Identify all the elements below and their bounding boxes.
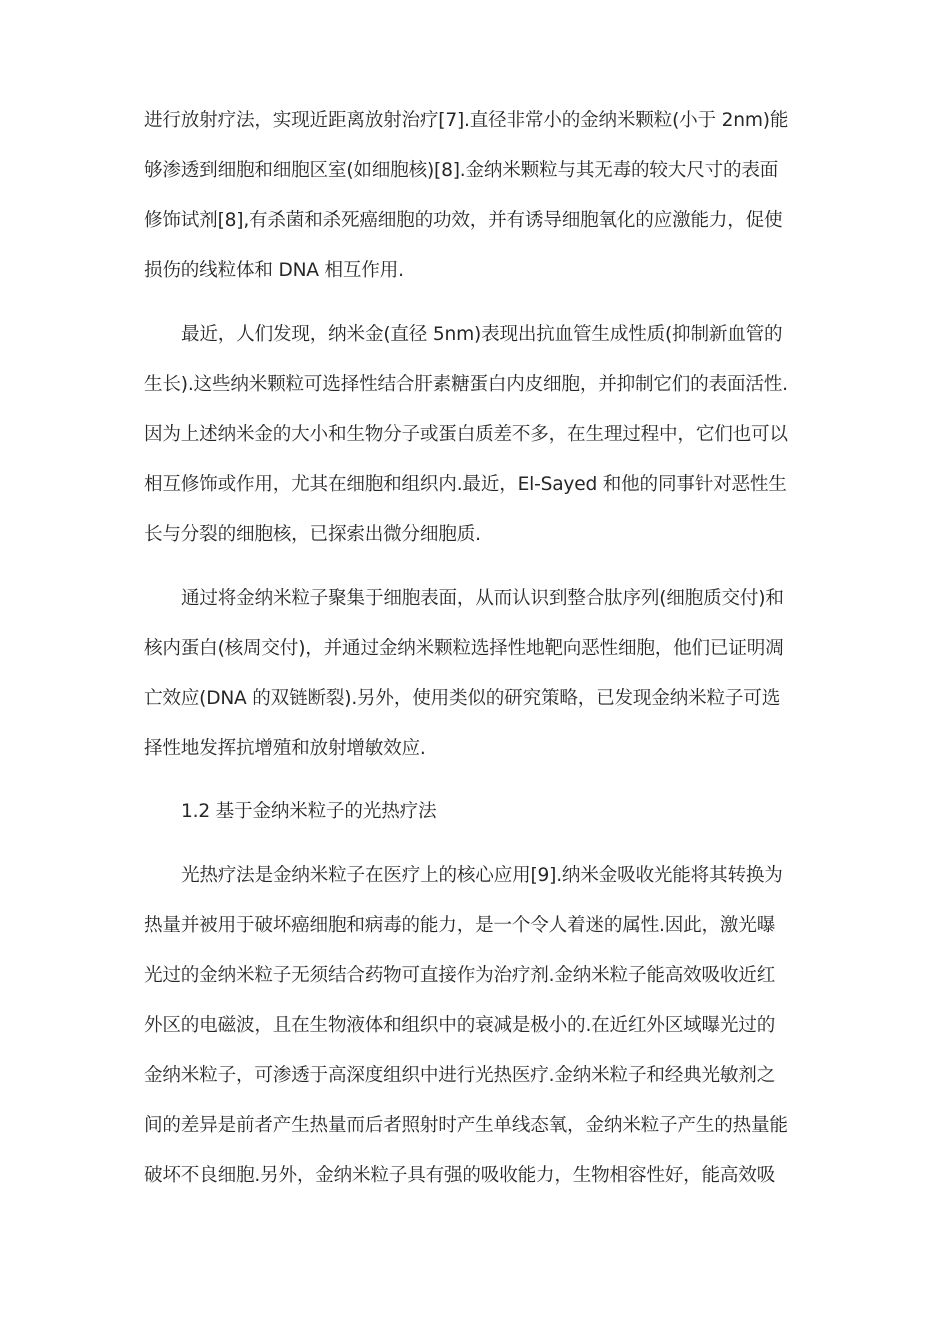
text-line: 相互修饰或作用，尤其在细胞和组织内.最近，El-Sayed 和他的同事针对恶性生 — [144, 474, 787, 495]
text-line: 金纳米粒子，可渗透于高深度组织中进行光热医疗.金纳米粒子和经典光敏剂之 — [144, 1065, 776, 1086]
text-line: 亡效应(DNA 的双链断裂).另外，使用类似的研究策略，已发现金纳米粒子可选 — [144, 688, 781, 709]
text-line: 间的差异是前者产生热量而后者照射时产生单线态氧，金纳米粒子产生的热量能 — [144, 1115, 788, 1136]
section-heading: 1.2 基于金纳米粒子的光热疗法 — [181, 801, 437, 822]
text-line: 进行放射疗法，实现近距离放射治疗[7].直径非常小的金纳米颗粒(小于 2nm)能 — [144, 110, 789, 131]
text-line: 够渗透到细胞和细胞区室(如细胞核)[8].金纳米颗粒与其无毒的较大尺寸的表面 — [144, 160, 779, 181]
text-line: 热量并被用于破坏癌细胞和病毒的能力，是一个令人着迷的属性.因此，激光曝 — [144, 915, 776, 936]
text-line: 核内蛋白(核周交付)，并通过金纳米颗粒选择性地靶向恶性细胞，他们已证明凋 — [144, 638, 784, 659]
text-line: 修饰试剂[8],有杀菌和杀死癌细胞的功效，并有诱导细胞氧化的应激能力，促使 — [144, 210, 783, 231]
text-line: 光过的金纳米粒子无须结合药物可直接作为治疗剂.金纳米粒子能高效吸收近红 — [144, 965, 776, 986]
text-line: 破坏不良细胞.另外，金纳米粒子具有强的吸收能力，生物相容性好，能高效吸 — [144, 1165, 776, 1186]
text-line: 损伤的线粒体和 DNA 相互作用. — [144, 260, 404, 281]
text-line: 择性地发挥抗增殖和放射增敏效应. — [144, 738, 426, 759]
text-line: 外区的电磁波，且在生物液体和组织中的衰减是极小的.在近红外区域曝光过的 — [144, 1015, 776, 1036]
text-line: 通过将金纳米粒子聚集于细胞表面，从而认识到整合肽序列(细胞质交付)和 — [181, 588, 784, 609]
text-line: 生长).这些纳米颗粒可选择性结合肝素糖蛋白内皮细胞，并抑制它们的表面活性. — [144, 374, 788, 395]
text-line: 光热疗法是金纳米粒子在医疗上的核心应用[9].纳米金吸收光能将其转换为 — [181, 865, 783, 886]
text-line: 因为上述纳米金的大小和生物分子或蛋白质差不多，在生理过程中，它们也可以 — [144, 424, 788, 445]
text-line: 最近，人们发现，纳米金(直径 5nm)表现出抗血管生成性质(抑制新血管的 — [181, 324, 783, 345]
text-line: 长与分裂的细胞核，已探索出微分细胞质. — [144, 524, 481, 545]
